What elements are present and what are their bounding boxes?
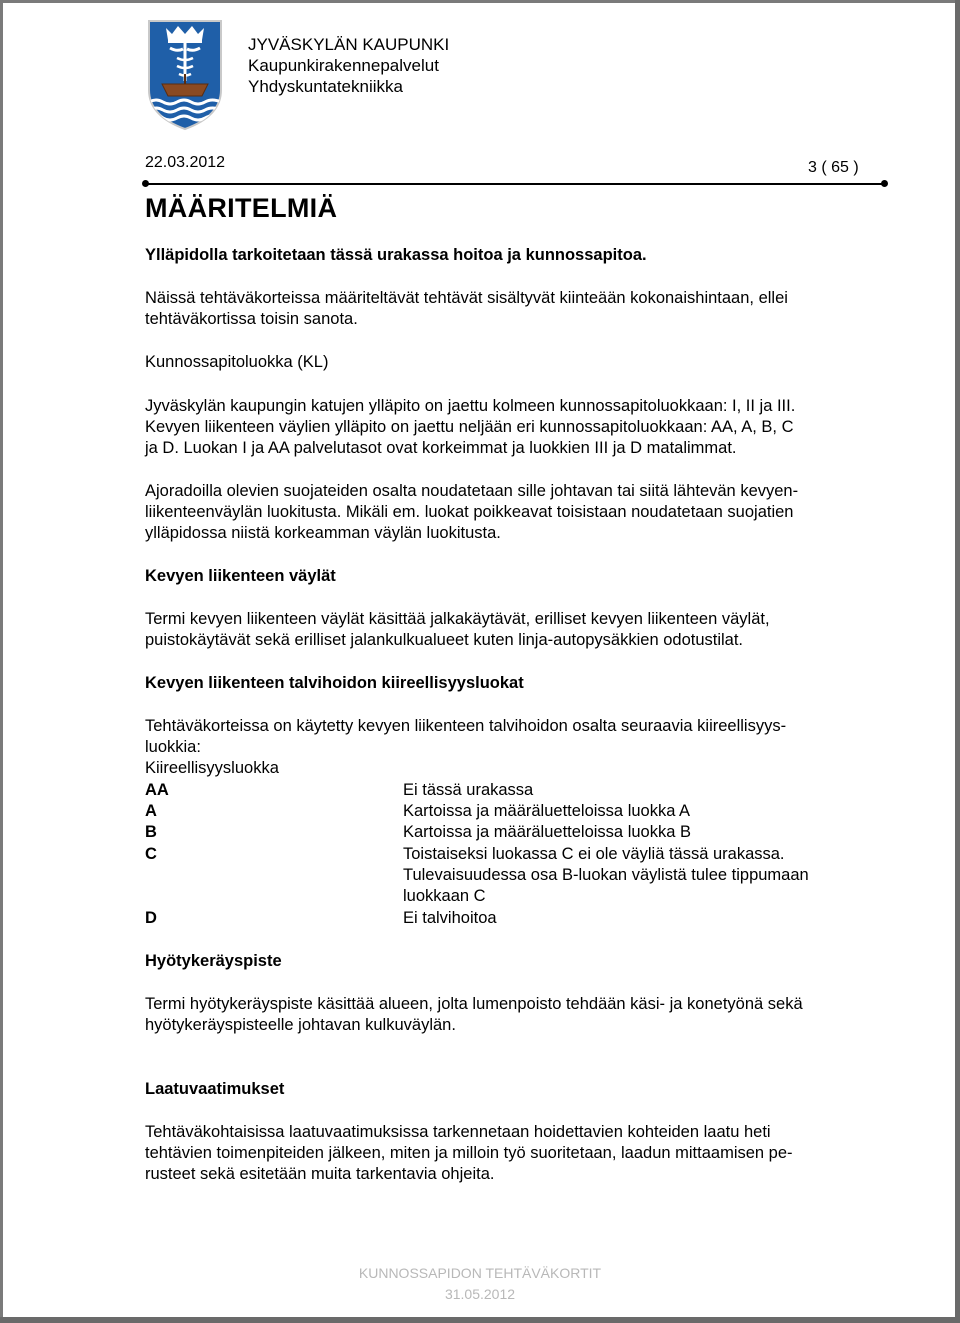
- class-desc: Ei tässä urakassa: [403, 781, 534, 799]
- page-frame-bottom: [0, 1317, 960, 1323]
- class-desc: Tulevaisuudessa osa B-luokan väylistä tulee tippumaan: [403, 866, 809, 884]
- class-desc: Kartoissa ja määräluetteloissa luokka A: [403, 802, 691, 820]
- kl-line-5: liikenteenväylän luokitusta. Mikäli em. luokat poikkeavat toisistaan noudatetaan suojatien: [145, 503, 794, 521]
- city-coat-of-arms-logo: [146, 18, 224, 132]
- hk-line-2: hyötykeräyspisteelle johtavan kulkuväylän.: [145, 1016, 456, 1034]
- hk-heading: Hyötykeräyspiste: [145, 952, 282, 970]
- kl-line-3: ja D. Luokan I ja AA palvelutasot ovat korkeimmat ja luokkien III ja D matalimmat.: [145, 439, 737, 457]
- intro-line-1: Näissä tehtäväkorteissa määriteltävät tehtävät sisältyvät kiinteään kokonaishintaan, ellei: [145, 289, 788, 307]
- kl-line-2: Kevyen liikenteen väylien ylläpito on jaettu neljään eri kunnossapitoluokkaan: AA, A, B, C: [145, 418, 794, 436]
- th-line-1: Tehtäväkorteissa on käytetty kevyen liikenteen talvihoidon osalta seuraavia kiireellisyys-: [145, 717, 787, 735]
- org-unit: Yhdyskuntatekniikka: [248, 77, 403, 96]
- hk-line-1: Termi hyötykeräyspiste käsittää alueen, jolta lumenpoisto tehdään käsi- ja konetyönä sekä: [145, 995, 803, 1013]
- footer-title: KUNNOSSAPIDON TEHTÄVÄKORTIT: [358, 1265, 602, 1281]
- lv-heading: Laatuvaatimukset: [145, 1080, 285, 1098]
- th-heading: Kevyen liikenteen talvihoidon kiireellisyysluokat: [145, 674, 524, 692]
- page-frame-right: [955, 0, 960, 1323]
- page-number: 3 ( 65 ): [808, 159, 859, 176]
- lv-line-3: rusteet sekä esitetään muita tarkentavia ohjeita.: [145, 1165, 495, 1183]
- lv-line-2: tehtävien toimenpiteiden jälkeen, miten ja milloin työ suoritetaan, laadun mittaamisen pe-: [145, 1144, 793, 1162]
- th-line-3: Kiireellisyysluokka: [145, 759, 279, 777]
- class-code: A: [145, 802, 157, 820]
- header-rule: [145, 183, 885, 185]
- intro-bold: Ylläpidolla tarkoitetaan tässä urakassa hoitoa ja kunnossapitoa.: [145, 246, 647, 264]
- class-desc: Toistaiseksi luokassa C ei ole väyliä tässä urakassa.: [403, 845, 785, 863]
- org-division: Kaupunkirakennepalvelut: [248, 56, 439, 75]
- intro-line-2: tehtäväkortissa toisin sanota.: [145, 310, 358, 328]
- kv-heading: Kevyen liikenteen väylät: [145, 567, 336, 585]
- class-code: B: [145, 823, 157, 841]
- kv-line-1: Termi kevyen liikenteen väylät käsittää jalkakäytävät, erilliset kevyen liikenteen väylät,: [145, 610, 770, 628]
- class-code: AA: [145, 781, 169, 799]
- class-code: D: [145, 909, 157, 927]
- class-desc: Ei talvihoitoa: [403, 909, 497, 927]
- page-frame-top: [0, 0, 960, 3]
- kl-line-4: Ajoradoilla olevien suojateiden osalta noudatetaan sille johtavan tai siitä lähtevän kevyen-: [145, 482, 799, 500]
- kl-heading: Kunnossapitoluokka (KL): [145, 353, 329, 371]
- th-line-2: luokkia:: [145, 738, 201, 756]
- kl-line-6: ylläpidossa niistä korkeamman väylän luokitusta.: [145, 524, 501, 542]
- class-code: C: [145, 845, 157, 863]
- kl-line-1: Jyväskylän kaupungin katujen ylläpito on jaettu kolmeen kunnossapitoluokkaan: I, II ja III.: [145, 397, 796, 415]
- org-name: JYVÄSKYLÄN KAUPUNKI: [248, 35, 450, 54]
- kv-line-2: puistokäytävät sekä erilliset jalankulkualueet kuten linja-autopysäkkien odotustilat.: [145, 631, 744, 649]
- class-desc: luokkaan C: [403, 887, 486, 905]
- class-desc: Kartoissa ja määräluetteloissa luokka B: [403, 823, 691, 841]
- page-frame-left: [0, 0, 3, 1323]
- footer-date: 31.05.2012: [444, 1286, 516, 1302]
- page-title: MÄÄRITELMIÄ: [145, 193, 338, 223]
- rule-dot-right: [881, 180, 888, 187]
- lv-line-1: Tehtäväkohtaisissa laatuvaatimuksissa tarkennetaan hoidettavien kohteiden laatu heti: [145, 1123, 771, 1141]
- document-date: 22.03.2012: [145, 154, 226, 171]
- organization-block: [248, 34, 449, 97]
